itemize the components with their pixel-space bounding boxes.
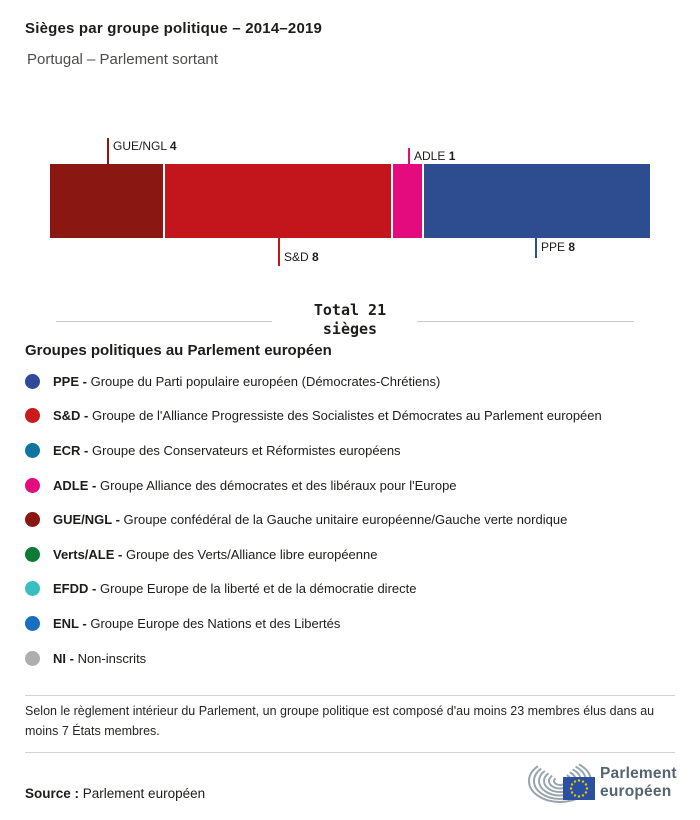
page-subtitle: Portugal – Parlement sortant bbox=[27, 51, 218, 68]
group-color-dot bbox=[25, 616, 40, 631]
legend-label: NI - Non-inscrits bbox=[53, 650, 147, 666]
legend-item bbox=[25, 572, 685, 607]
eu-flag-icon bbox=[563, 777, 595, 800]
footer-divider-bottom bbox=[25, 752, 675, 753]
legend-item bbox=[25, 537, 685, 572]
legend-label: EFDD - Groupe Europe de la liberté et de la démocratie directe bbox=[53, 581, 417, 597]
total-seats-line2: sièges bbox=[322, 320, 378, 338]
bar-label-sd bbox=[284, 250, 319, 264]
group-color-dot bbox=[25, 443, 40, 458]
total-seats-line1: Total 21 bbox=[313, 301, 387, 319]
legend-label: Verts/ALE - Groupe des Verts/Alliance libre européenne bbox=[53, 546, 378, 562]
legend-label: ENL - Groupe Europe des Nations et des Libertés bbox=[53, 615, 341, 631]
legend-item bbox=[25, 399, 685, 434]
source-value: Parlement européen bbox=[82, 786, 206, 801]
legend-item bbox=[25, 468, 685, 503]
total-seats bbox=[0, 301, 700, 339]
bar-label-gue-ngl bbox=[113, 139, 177, 153]
legend-label: PPE - Groupe du Parti populaire européen (Démocrates-Chrétiens) bbox=[53, 373, 441, 389]
group-abbr: PPE bbox=[541, 240, 566, 254]
total-divider-right bbox=[417, 321, 634, 322]
group-color-dot bbox=[25, 374, 40, 389]
group-color-dot bbox=[25, 651, 40, 666]
bar-callout-line-ppe bbox=[535, 238, 537, 258]
seat-count: 8 bbox=[568, 240, 576, 254]
group-abbr: S&D bbox=[284, 250, 309, 264]
source-line bbox=[25, 786, 205, 801]
legend-label: ADLE - Groupe Alliance des démocrates et des libéraux pour l'Europe bbox=[53, 477, 457, 493]
bar-callout-line-adle bbox=[408, 148, 410, 164]
group-color-dot bbox=[25, 547, 40, 562]
group-color-dot bbox=[25, 408, 40, 423]
ep-logo-text-line1: Parlement bbox=[600, 765, 677, 782]
seat-count: 8 bbox=[312, 250, 319, 264]
bar-callout-line-gue-ngl bbox=[107, 138, 109, 164]
group-color-dot bbox=[25, 581, 40, 596]
group-abbr: ADLE bbox=[414, 149, 446, 163]
ep-logo-text bbox=[600, 765, 677, 800]
total-divider-left bbox=[56, 321, 272, 322]
page-title: Sièges par groupe politique – 2014–2019 bbox=[25, 20, 323, 37]
group-color-dot bbox=[25, 478, 40, 493]
legend-item bbox=[25, 606, 685, 641]
legend-item bbox=[25, 364, 685, 399]
bar-label-ppe bbox=[541, 240, 575, 254]
group-abbr: GUE/NGL bbox=[113, 139, 167, 153]
bar-segment-gue-ngl bbox=[50, 164, 163, 238]
footer-divider-top bbox=[25, 695, 675, 696]
bar-segment-s-d bbox=[165, 164, 391, 238]
seat-count: 1 bbox=[448, 149, 456, 163]
legend-list bbox=[25, 364, 685, 675]
legend-item bbox=[25, 641, 685, 676]
legend-label: GUE/NGL - Groupe confédéral de la Gauche unitaire européenne/Gauche verte nordique bbox=[53, 512, 568, 528]
source-label: Source : bbox=[25, 786, 80, 801]
legend-heading: Groupes politiques au Parlement européen bbox=[25, 342, 332, 359]
bar-segment-ppe bbox=[424, 164, 650, 238]
legend-label: ECR - Groupe des Conservateurs et Réformistes européens bbox=[53, 442, 401, 458]
bar-callout-line-sd bbox=[278, 238, 280, 266]
seat-count: 4 bbox=[169, 139, 177, 153]
ep-logo-text-line2: européen bbox=[600, 782, 672, 800]
seats-bar bbox=[50, 164, 650, 238]
group-color-dot bbox=[25, 512, 40, 527]
legend-item bbox=[25, 502, 685, 537]
footnote: Selon le règlement intérieur du Parlement, un groupe politique est composé d'au moins 23 membres élus dans au moins 7 États membres. bbox=[25, 704, 655, 738]
legend-item bbox=[25, 433, 685, 468]
legend-label: S&D - Groupe de l'Alliance Progressiste des Socialistes et Démocrates au Parlement européen bbox=[53, 408, 602, 424]
ep-hemicycle-icon bbox=[524, 756, 600, 808]
bar-label-adle bbox=[414, 149, 455, 163]
bar-segment-adle bbox=[393, 164, 421, 238]
